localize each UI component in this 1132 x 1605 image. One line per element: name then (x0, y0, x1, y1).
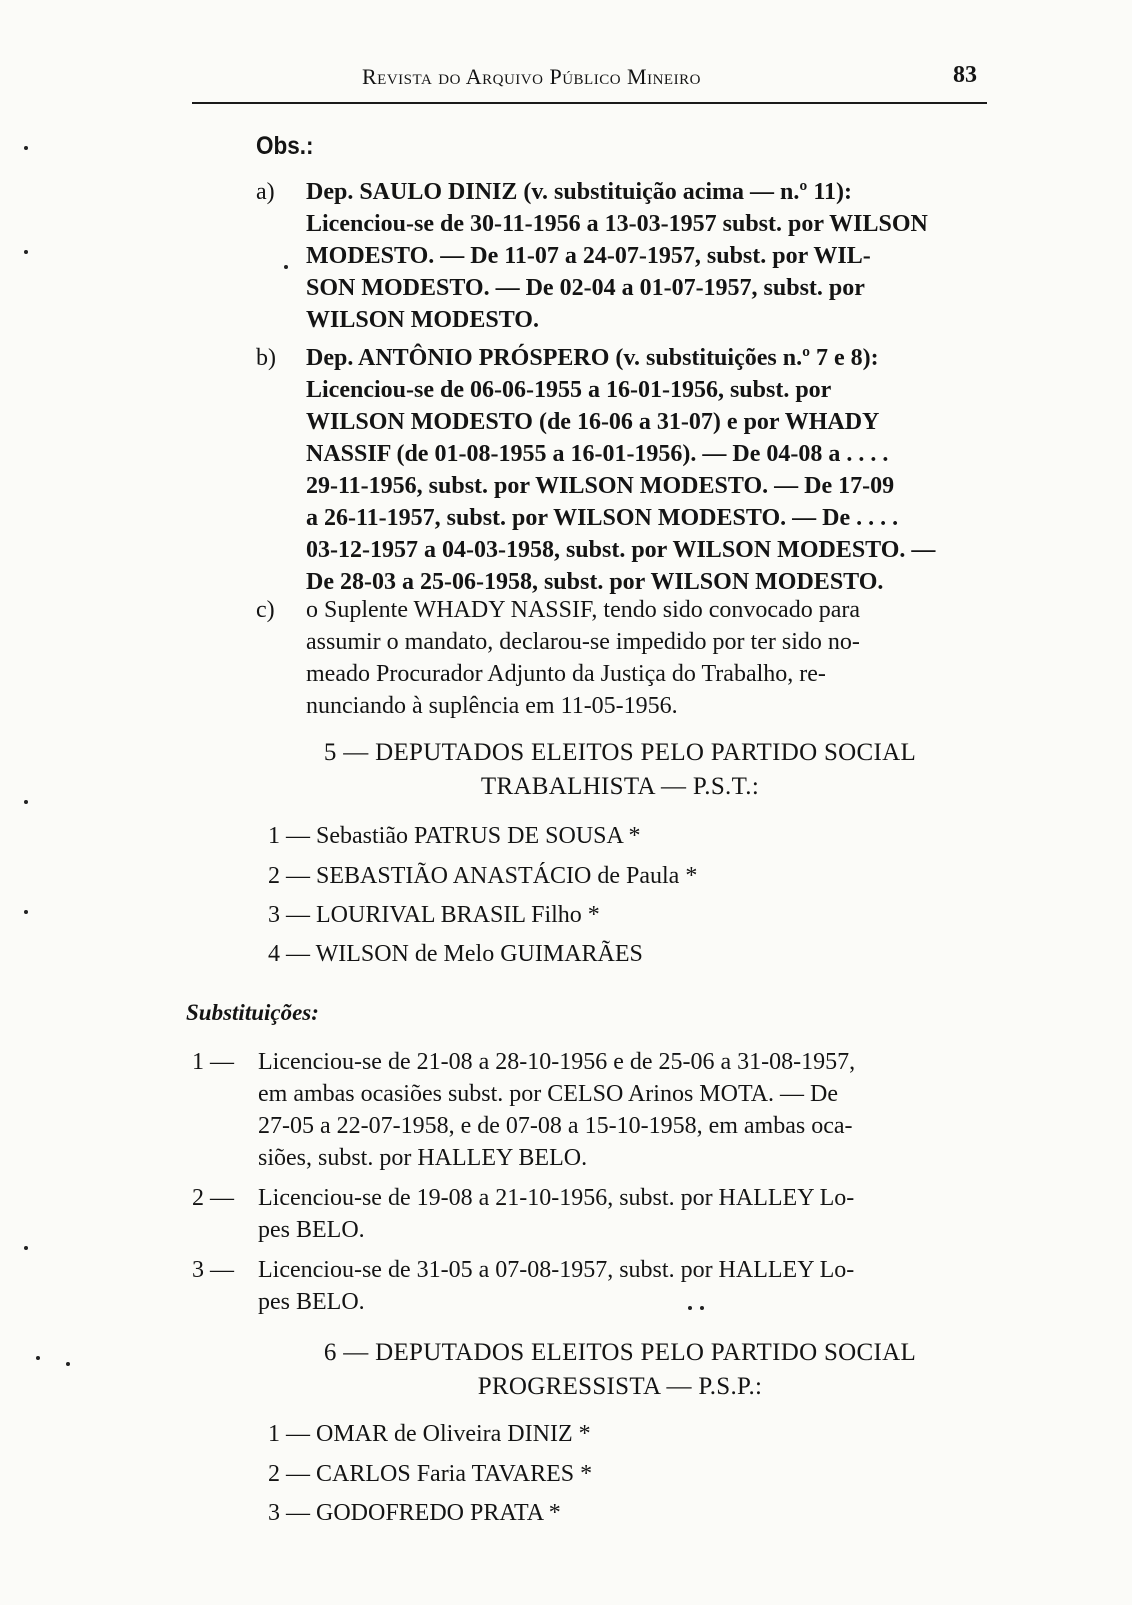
scan-speck (24, 800, 28, 804)
substitution-text: Licenciou-se de 21-08 a 28-10-1956 e de 25-06 a 31-08-1957, em ambas ocasiões subst. por CELSO Arinos MOTA. — De 27-05 a 22-07-1958, e de 07-08 a 15-10-1958, em ambas oca- siões, subst. por HALLEY BELO. (258, 1049, 856, 1171)
substitution-number: 1 — (192, 1049, 234, 1075)
section-5-member: 4 — WILSON de Melo GUIMARÃES (268, 941, 643, 967)
section-5-heading (250, 736, 990, 804)
section-5-member: 3 — LOURIVAL BRASIL Filho * (268, 902, 600, 928)
note-text: Dep. ANTÔNIO PRÓSPERO (v. substituições n.º 7 e 8): Licenciou-se de 06-06-1955 a 16-01-1956, subst. por WILSON MODESTO (de 16-06 a 31-07) e por WHADY NASSIF (de 01-08-1955 a 16-01-1956). — De 04-08 a . . . . 29-11-1956, subst. por WILSON MODESTO. — De 17-09 a 26-11-1957, subst. por WILSON MODESTO. — De . . . . 03-12-1957 a 04-03-1958, subst. por WILSON MODESTO. — De 28-03 a 25-06-1958, subst. por WILSON MODESTO. (306, 345, 936, 595)
section-6-member: 1 — OMAR de Oliveira DINIZ * (268, 1421, 591, 1447)
section-6-heading-line-2: PROGRESSISTA — P.S.P.: (477, 1373, 763, 1400)
scan-speck (700, 1306, 704, 1310)
running-header (192, 62, 987, 104)
section-6-heading (250, 1336, 990, 1404)
note-marker: b) (256, 345, 276, 371)
scan-speck (24, 146, 28, 150)
scan-speck (688, 1306, 692, 1310)
note-marker: c) (256, 597, 275, 623)
substitution-number: 3 — (192, 1257, 234, 1283)
substitution-item-1 (192, 1046, 987, 1174)
note-marker: a) (256, 179, 275, 205)
observations-heading: Obs.: (256, 132, 314, 160)
section-5-heading-line-1: 5 — DEPUTADOS ELEITOS PELO PARTIDO SOCIAL (323, 739, 917, 766)
page-number: 83 (953, 62, 977, 88)
section-5-heading-line-2: TRABALHISTA — P.S.T.: (480, 773, 760, 800)
substitutions-heading: Substituições: (186, 1000, 319, 1025)
section-5-member: 2 — SEBASTIÃO ANASTÁCIO de Paula * (268, 863, 698, 889)
scan-speck (24, 1246, 28, 1250)
note-c (256, 594, 986, 722)
note-b (256, 342, 986, 598)
substitution-text: Licenciou-se de 19-08 a 21-10-1956, subst. por HALLEY Lo- pes BELO. (258, 1185, 855, 1243)
scan-speck (24, 910, 28, 914)
substitution-item-2 (192, 1182, 987, 1246)
scan-speck (36, 1356, 40, 1360)
section-6-member: 3 — GODOFREDO PRATA * (268, 1500, 561, 1526)
note-a (256, 176, 986, 336)
substitution-text: Licenciou-se de 31-05 a 07-08-1957, subst. por HALLEY Lo- pes BELO. (258, 1257, 855, 1315)
section-6-member: 2 — CARLOS Faria TAVARES * (268, 1461, 593, 1487)
note-text: o Suplente WHADY NASSIF, tendo sido convocado para assumir o mandato, declarou-se impedido por ter sido no- meado Procurador Adjunto da Justiça do Trabalho, re- nunciando à suplência em 11-05-1956. (306, 597, 861, 719)
substitution-number: 2 — (192, 1185, 234, 1211)
journal-title: Revista do Arquivo Público Mineiro (362, 64, 701, 89)
scan-speck (284, 265, 288, 269)
note-text: Dep. SAULO DINIZ (v. substituição acima — n.º 11): Licenciou-se de 30-11-1956 a 13-03-1957 subst. por WILSON MODESTO. — De 11-07 a 24-07-1957, subst. por WIL- SON MODESTO. — De 02-04 a 01-07-1957, subst. por WILSON MODESTO. (306, 179, 928, 333)
scan-speck (24, 250, 28, 254)
section-5-member: 1 — Sebastião PATRUS DE SOUSA * (268, 823, 641, 849)
section-6-heading-line-1: 6 — DEPUTADOS ELEITOS PELO PARTIDO SOCIAL (323, 1339, 917, 1366)
substitution-item-3 (192, 1254, 987, 1318)
scan-speck (66, 1362, 70, 1366)
